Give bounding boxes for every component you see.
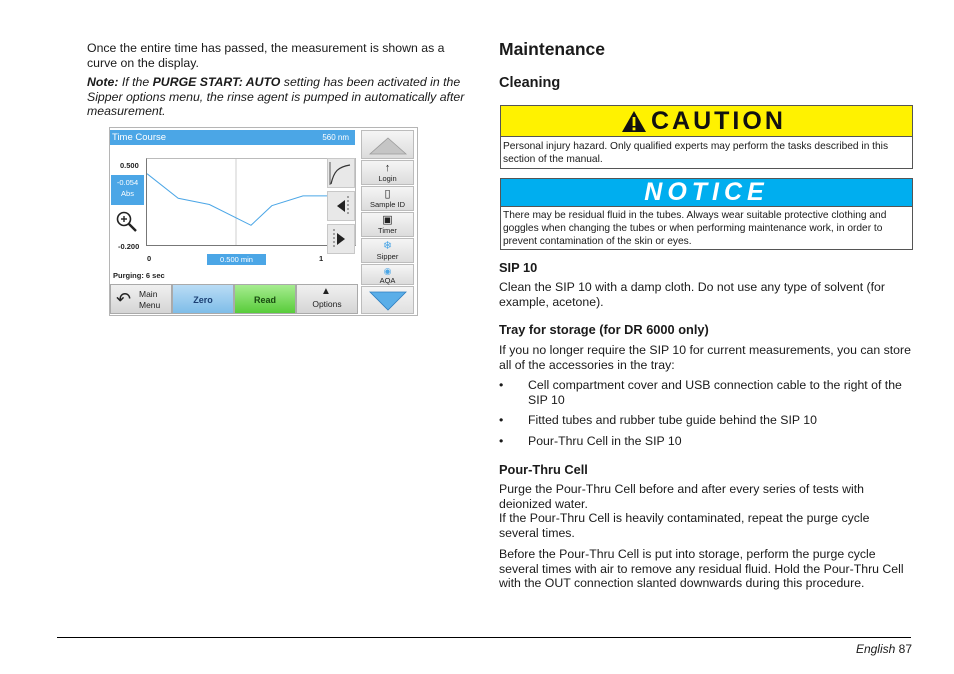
note-paragraph xyxy=(87,75,475,119)
time-readout: 0.500 min xyxy=(207,254,266,265)
zero-button[interactable]: Zero xyxy=(172,284,234,314)
scroll-down-button[interactable] xyxy=(361,286,414,314)
pour-thru-paragraph-2: If the Pour-Thru Cell is heavily contaminated, repeat the purge cycle several times. xyxy=(499,511,870,540)
pour-thru-heading: Pour-Thru Cell xyxy=(499,462,588,477)
arrow-left-icon xyxy=(328,192,354,220)
screen-title-bar xyxy=(110,130,355,145)
notice-title: NOTICE xyxy=(501,179,912,207)
sipper-button[interactable] xyxy=(361,238,414,263)
pour-thru-paragraph-3: Before the Pour-Thru Cell is put into storage, perform the purge cycle several times with air to remove any residual fluid. Hold the Pour-Thru Cell with the OUT connection slanted downwards during this procedure. xyxy=(499,547,904,591)
login-button[interactable] xyxy=(361,160,414,185)
current-value: -0.054 xyxy=(116,178,139,187)
y-max-label: 0.500 xyxy=(120,161,139,170)
warning-triangle-icon xyxy=(621,110,647,133)
main-menu-button[interactable] xyxy=(110,284,172,314)
curve-svg xyxy=(147,159,355,245)
caution-title: CAUTION xyxy=(651,107,786,135)
screen-title: Time Course xyxy=(112,132,167,143)
tray-list-item xyxy=(499,434,911,449)
subsection-heading: Cleaning xyxy=(499,75,561,91)
timer-label: Timer xyxy=(378,226,397,235)
pour-thru-paragraph-1: Purge the Pour-Thru Cell before and after every series of tests with deionized water. xyxy=(499,482,864,511)
sip-heading: SIP 10 xyxy=(499,260,538,275)
sipper-icon: ❄ xyxy=(382,240,393,252)
triangle-up-icon: ▲ xyxy=(321,286,331,297)
curve-toggle-button[interactable] xyxy=(327,158,355,188)
footer-language: English xyxy=(855,642,896,656)
aqa-icon: ◉ xyxy=(383,266,392,276)
tray-list-item xyxy=(499,413,911,428)
scroll-right-button[interactable] xyxy=(327,224,355,254)
section-heading: Maintenance xyxy=(499,39,605,59)
tray-item-text: Cell compartment cover and USB connection cable to the right of the SIP 10 xyxy=(528,378,902,407)
bullet: • xyxy=(499,434,504,448)
tray-item-text: Pour-Thru Cell in the SIP 10 xyxy=(528,434,682,448)
arrow-up-icon xyxy=(368,136,408,156)
read-button[interactable]: Read xyxy=(234,284,296,314)
note-after: setting has been activated in the Sipper options menu, the rinse agent is pumped in automatically after measurement. xyxy=(87,75,465,119)
caution-header xyxy=(501,106,912,137)
notice-box xyxy=(500,178,913,250)
tray-item-text: Fitted tubes and rubber tube guide behind the SIP 10 xyxy=(528,413,817,427)
options-label: Options xyxy=(312,299,342,309)
curve-icon xyxy=(328,159,354,187)
caution-box xyxy=(500,105,913,169)
tray-list-item xyxy=(499,378,911,407)
aqa-label: AQA xyxy=(379,276,396,285)
options-button[interactable] xyxy=(296,284,358,314)
aqa-button[interactable] xyxy=(361,264,414,285)
arrow-right-icon xyxy=(328,225,354,253)
sipper-label: Sipper xyxy=(376,252,399,261)
sample-id-button[interactable] xyxy=(361,186,414,211)
footer-rule xyxy=(57,637,911,638)
main-menu-label-2: Menu xyxy=(139,300,161,310)
arrow-down-icon xyxy=(368,290,408,312)
y-min-label: -0.200 xyxy=(118,242,140,251)
scroll-left-button[interactable] xyxy=(327,191,355,221)
bullet: • xyxy=(499,378,504,392)
tray-heading: Tray for storage (for DR 6000 only) xyxy=(499,322,709,337)
instrument-screen xyxy=(109,127,418,316)
notice-text: There may be residual fluid in the tubes. Always wear suitable protective clothing and goggles when changing the tubes or when performing maintenance work, in order to prevent contamination of the skin or eyes. xyxy=(503,210,887,247)
current-value-box xyxy=(111,175,144,205)
note-setting: PURGE START: AUTO xyxy=(152,75,281,89)
note-before: If the xyxy=(118,75,153,89)
main-menu-label-1: Main xyxy=(139,289,158,299)
sample-vial-icon: ▯ xyxy=(384,188,391,200)
x-start-label: 0 xyxy=(147,254,152,263)
bullet: • xyxy=(499,413,504,427)
intro-paragraph: Once the entire time has passed, the measurement is shown as a curve on the display. xyxy=(87,41,445,70)
sip-paragraph: Clean the SIP 10 with a damp cloth. Do not use any type of solvent (for example, acetone). xyxy=(499,280,885,309)
login-icon: ↑ xyxy=(384,162,391,174)
timer-icon: ▣ xyxy=(382,214,393,226)
x-end-label: 1 xyxy=(319,254,324,263)
caution-text: Personal injury hazard. Only qualified experts may perform the tasks described in this section of the manual. xyxy=(503,141,889,165)
login-label: Login xyxy=(378,174,397,183)
page-number: 87 xyxy=(898,642,912,656)
note-label: Note: xyxy=(87,75,119,89)
zoom-in-icon[interactable] xyxy=(115,210,139,234)
time-course-plot xyxy=(146,158,356,246)
scroll-up-button[interactable] xyxy=(361,130,414,159)
absorbance-curve xyxy=(147,174,345,226)
timer-button[interactable] xyxy=(361,212,414,237)
wavelength-label: 560 nm xyxy=(322,133,349,142)
purging-status: Purging: 6 sec xyxy=(113,271,165,280)
sample-id-label: Sample ID xyxy=(369,200,405,209)
tray-paragraph: If you no longer require the SIP 10 for current measurements, you can store all of the accessories in the tray: xyxy=(499,343,911,372)
return-arrow-icon: ↶ xyxy=(116,289,132,309)
page-footer xyxy=(856,642,912,656)
current-unit: Abs xyxy=(121,189,134,198)
